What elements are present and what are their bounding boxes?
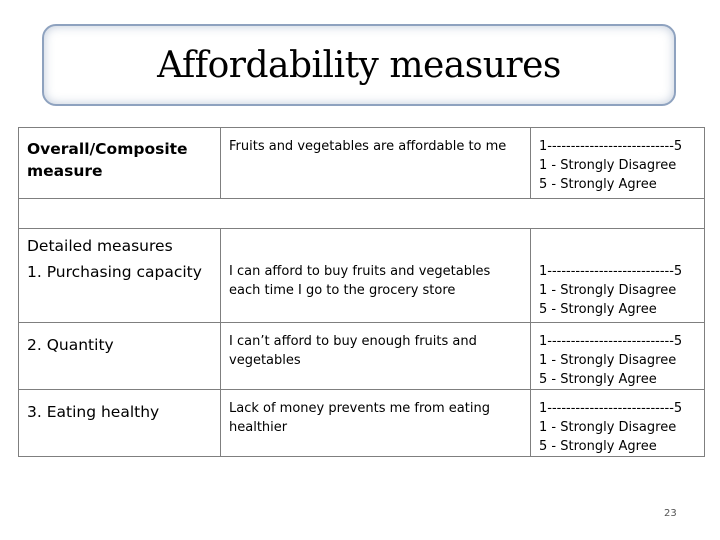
section-empty-cell [531,229,705,257]
overall-row [19,128,705,199]
scale-high: 5 - Strongly Agree [539,439,657,454]
row-scale-cell [531,390,705,457]
overall-description: Fruits and vegetables are affordable to me [229,139,507,154]
section-label: Detailed measures [27,237,173,255]
table-row [19,390,705,457]
scale-low: 1 - Strongly Disagree [539,158,677,173]
row-label-cell [19,390,221,457]
measures-table [18,127,705,457]
row-label: 3. Eating healthy [27,403,160,421]
scale-high: 5 - Strongly Agree [539,177,657,192]
spacer-cell [19,199,705,229]
row-label: 2. Quantity [27,336,114,354]
row-scale [531,390,704,456]
section-label-cell [19,229,221,257]
scale-range: 1---------------------------5 [539,401,683,416]
page-number: 23 [664,508,677,519]
table-row [19,257,705,323]
row-label: 1. Purchasing capacity [27,262,202,281]
overall-description-cell [221,128,531,199]
row-description: I can’t afford to buy enough fruits and vegetables [229,334,477,368]
row-scale [531,257,704,319]
scale-low: 1 - Strongly Disagree [539,420,677,435]
scale-high: 5 - Strongly Agree [539,301,657,317]
scale-range: 1---------------------------5 [539,334,683,349]
scale-high: 5 - Strongly Agree [539,372,657,387]
row-scale [531,323,704,389]
row-description-cell [221,390,531,457]
table-row [19,323,705,390]
spacer-row [19,199,705,229]
scale-low: 1 - Strongly Disagree [539,353,677,368]
section-label-row [19,229,705,257]
overall-scale [531,128,704,194]
row-description: I can afford to buy fruits and vegetables each time I go to the grocery store [229,263,491,298]
row-description: Lack of money prevents me from eating healthier [229,401,490,435]
overall-label-cell [19,128,221,199]
row-description-cell [221,257,531,323]
row-description-cell [221,323,531,390]
row-label-cell [19,257,221,323]
scale-low: 1 - Strongly Disagree [539,282,677,298]
section-empty-cell [221,229,531,257]
row-scale-cell [531,323,705,390]
scale-range: 1---------------------------5 [539,139,683,154]
title-box [42,24,676,106]
row-scale-cell [531,257,705,323]
scale-range: 1---------------------------5 [539,263,683,279]
slide-title: Affordability measures [157,44,561,86]
overall-scale-cell [531,128,705,199]
row-label-cell [19,323,221,390]
overall-label: Overall/Composite measure [27,140,188,180]
